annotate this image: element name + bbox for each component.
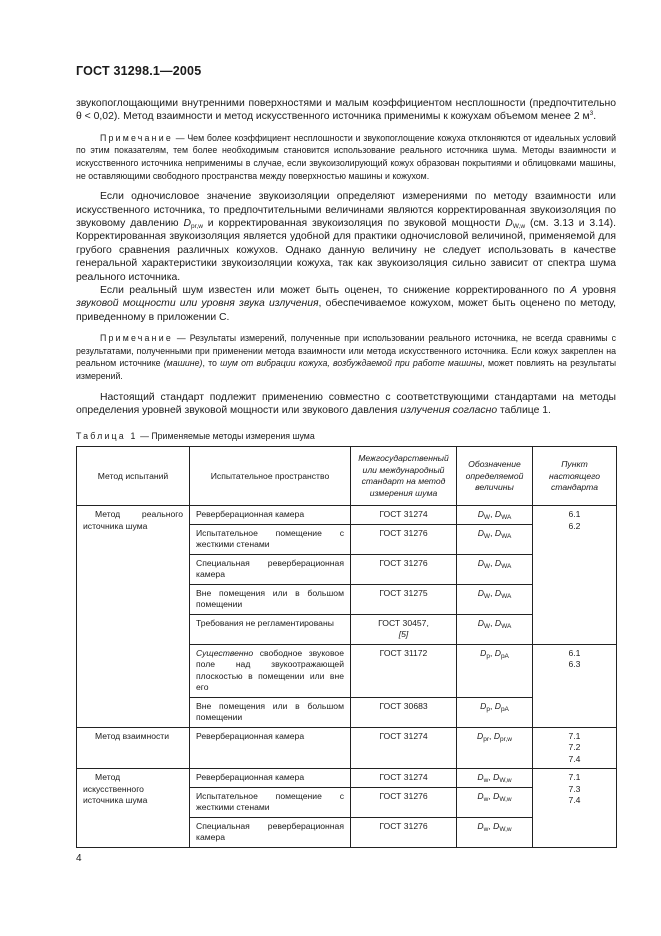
note-text: , то (202, 358, 221, 369)
quantity-cell: $D_p$, $D_{pA}$ (457, 644, 533, 697)
text: Настоящий стандарт подлежит применению совместно с соответствующими стандартами на методы определения уровней звуковой мощности или звукового давления (76, 391, 616, 417)
header-method: Метод испытаний (77, 447, 190, 506)
standard-cell: ГОСТ 31274 (351, 506, 457, 525)
method-cell: Метод взаимности (77, 727, 190, 769)
space-cell: Реверберационная камера (190, 506, 351, 525)
space-cell: Вне помещения или в большом помещении (190, 697, 351, 727)
quantity-cell: $D_w$, $D_{W,w}$ (457, 769, 533, 788)
table-row (77, 727, 617, 769)
symbol: D (183, 218, 191, 229)
note-1 (76, 132, 616, 182)
italic-text: (машине) (163, 358, 203, 369)
subscript: W,w (512, 223, 526, 230)
quantity-cell: $D_W$, $D_{WA}$ (457, 524, 533, 554)
standard-cell: ГОСТ 31276 (351, 554, 457, 584)
standard-cell: ГОСТ 31274 (351, 727, 457, 769)
space-cell: Специальная реверберационная камера (190, 554, 351, 584)
note-text: , может повлиять на результаты измерений. (76, 358, 617, 382)
space-cell: Специальная реверберационная камера (190, 817, 351, 847)
standard-cell: ГОСТ 31276 (351, 817, 457, 847)
quantity-cell: $D_W$, $D_{WA}$ (457, 584, 533, 614)
text: уровня (577, 285, 616, 297)
table-caption (76, 431, 616, 441)
symbol: А (570, 285, 578, 297)
standard-cell: ГОСТ 31172 (351, 644, 457, 697)
paragraph-1 (76, 97, 616, 124)
standard-cell: ГОСТ 31276 (351, 524, 457, 554)
standard-cell: ГОСТ 31275 (351, 584, 457, 614)
note-text: — Результаты измерений, полученные при использовании реального источника, не всегда сравнимы с результатами, полученными при применении метода взаимности или метода искусственного источника. Если кожух закреплен на реальном источнике (76, 333, 616, 369)
space-cell: Существенно свободное звуковое поле над звукоотражающей плоскостью в помещении или вне его (190, 644, 351, 697)
quantity-cell: $D_W$, $D_{WA}$ (457, 614, 533, 644)
text: . (593, 111, 597, 123)
space-cell: Требования не регламентированы (190, 614, 351, 644)
text: и корректированная звукоизоляция по звуковой мощности (202, 218, 506, 229)
symbol: D (505, 218, 513, 229)
subscript: pr,w (190, 223, 203, 230)
text: звукопоглощающими внутренними поверхностями и малым коэффициентом несплошности (предпочтительно θ < 0,02). Метод взаимности и метод искусственного источника применимы к кожухам объемом менее 2 м (76, 98, 616, 123)
text: (см. 3.13 и 3.14). Корректированная звукоизоляция является удобной для практики одночисловой величиной, применяемой для грубого сравнения различных кожухов. Однако данную величину не следует использовать в качестве генеральной характеристики звукоизоляции кожуха, так как звукоизоляция сильно зависит от спектра шума реального источника. (76, 218, 616, 283)
quantity-cell: $D_{pr}$, $D_{pr,w}$ (457, 727, 533, 769)
paragraph-4 (76, 391, 616, 418)
standard-cell: ГОСТ 30457, [5] (351, 614, 457, 644)
clause-cell: 6.1 6.3 (533, 644, 617, 727)
text: Если реальный шум известен или может быть оценен, то снижение корректированного по (100, 285, 571, 297)
paragraph-2 (76, 190, 616, 284)
quantity-cell: $D_W$, $D_{WA}$ (457, 554, 533, 584)
table-row (77, 506, 617, 525)
text: Если одночисловое значение звукоизоляции определяют измерениями по методу взаимности или искусственного источника, то предпочтительными величинами являются корректированная звукоизоляция по звуковому давлению (76, 191, 616, 229)
table-header-row (77, 447, 617, 506)
quantity-cell: $D_p$, $D_{pA}$ (457, 697, 533, 727)
method-cell: Метод реального источника шума (77, 506, 190, 728)
method-cell: Метод искусственного источника шума (77, 769, 190, 848)
page-header: ГОСТ 31298.1—2005 (76, 64, 202, 78)
space-cell: Реверберационная камера (190, 727, 351, 769)
header-space: Испытательное пространство (190, 447, 351, 506)
italic-text: звуковой мощности или уровня звука излучения (76, 298, 319, 310)
space-cell: Испытательное помещение с жесткими стенами (190, 524, 351, 554)
header-quantity: Обозначение определяемой величины (457, 447, 533, 506)
note-label: Примечание (100, 132, 173, 143)
caption-text: — Применяемые методы измерения шума (137, 431, 315, 442)
paragraph-3 (76, 284, 616, 324)
space-cell: Вне помещения или в большом помещении (190, 584, 351, 614)
document-body (76, 97, 616, 848)
italic-text: шум от вибрации кожуха, возбуждаемой при работе машины (220, 358, 483, 369)
standard-cell: ГОСТ 31276 (351, 787, 457, 817)
page-number: 4 (76, 853, 82, 864)
standard-cell: ГОСТ 30683 (351, 697, 457, 727)
clause-cell: 6.1 6.2 (533, 506, 617, 645)
header-clause: Пункт настоящего стандарта (533, 447, 617, 506)
clause-cell: 7.1 7.2 7.4 (533, 727, 617, 769)
caption-label: Таблица 1 (76, 431, 138, 442)
quantity-cell: $D_W$, $D_{WA}$ (457, 506, 533, 525)
clause-cell: 7.1 7.3 7.4 (533, 769, 617, 848)
note-text: — Чем более коэффициент несплошности и звукопоглощение кожуха отклоняются от идеальных условий по этим показателям, тем более необходимым становится использование реального источника шума. Методы взаимности и искусственного источника неприменимы в случае, если звукоизолирующий кожух образован покрытиями и облицовками машины, не оставляющими свободного пространства между поверхностью машины и кожухом. (76, 132, 616, 181)
quantity-cell: $D_w$, $D_{W,w}$ (457, 787, 533, 817)
text: , обеспечиваемое кожухом, может быть оценено по методу, приведенному в приложении С. (76, 298, 616, 323)
italic-text: излучения согласно (400, 405, 498, 417)
header-standard: Межгосударственный или международный стандарт на метод измерения шума (351, 447, 457, 506)
standard-cell: ГОСТ 31274 (351, 769, 457, 788)
methods-table (76, 446, 617, 848)
space-cell: Реверберационная камера (190, 769, 351, 788)
quantity-cell: $D_w$, $D_{W,w}$ (457, 817, 533, 847)
note-2 (76, 332, 616, 382)
superscript: 3 (589, 110, 594, 118)
table-row (77, 769, 617, 788)
text: таблице 1. (497, 405, 551, 417)
space-cell: Испытательное помещение с жесткими стенами (190, 787, 351, 817)
note-label: Примечание (100, 333, 173, 344)
